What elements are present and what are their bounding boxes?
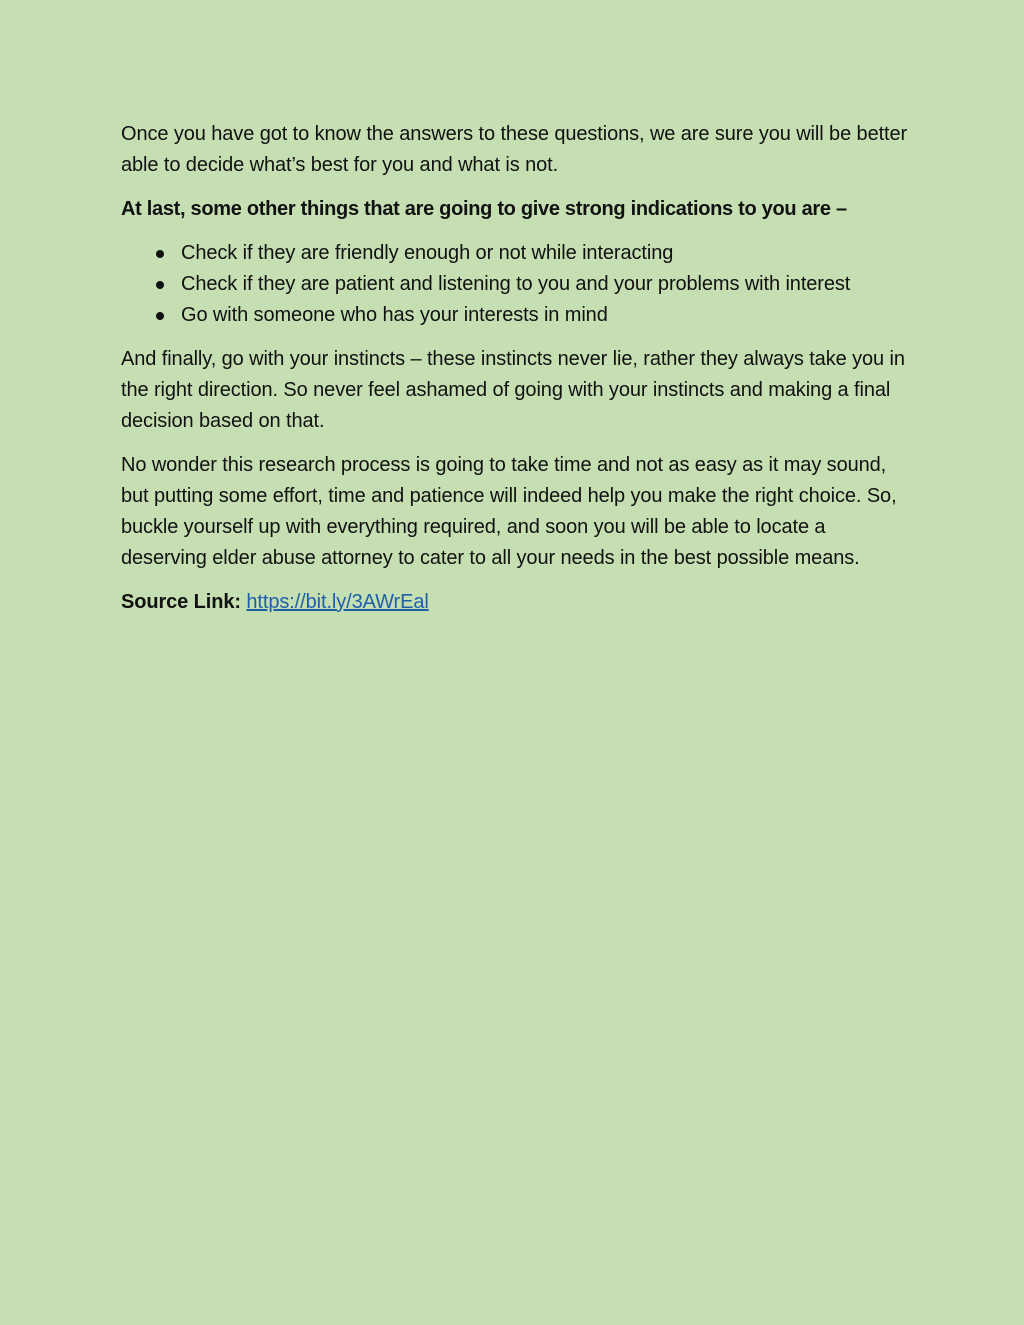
source-link[interactable]: https://bit.ly/3AWrEal xyxy=(246,591,429,613)
conclusion-paragraph: No wonder this research process is going to take time and not as easy as it may sound, but putting some effort, time and patience will indeed help you make the right choice. So, buckle yourself up with everything required, and soon you will be able to locate a deserving elder abuse attorney to cater to all your needs in the best possible means. xyxy=(121,454,897,569)
list-item-text: Check if they are patient and listening to you and your problems with interest xyxy=(181,273,851,295)
bullet-icon xyxy=(156,312,164,320)
list-heading: At last, some other things that are going to give strong indications to you are – xyxy=(121,198,847,220)
list-item xyxy=(121,238,911,269)
intro-paragraph: Once you have got to know the answers to these questions, we are sure you will be better able to decide what’s best for you and what is not. xyxy=(121,123,908,176)
list-item xyxy=(121,269,911,300)
instincts-paragraph: And finally, go with your instincts – these instincts never lie, rather they always take you in the right direction. So never feel ashamed of going with your instincts and making a final decision based on that. xyxy=(121,348,905,432)
list-item-text: Go with someone who has your interests in mind xyxy=(181,304,608,326)
indications-list xyxy=(121,238,911,331)
bullet-icon xyxy=(156,250,164,258)
list-item-text: Check if they are friendly enough or not while interacting xyxy=(181,242,674,264)
source-line xyxy=(121,587,911,618)
list-item xyxy=(121,300,911,331)
bullet-icon xyxy=(156,281,164,289)
document-body xyxy=(121,119,911,631)
source-label: Source Link: xyxy=(121,591,241,613)
